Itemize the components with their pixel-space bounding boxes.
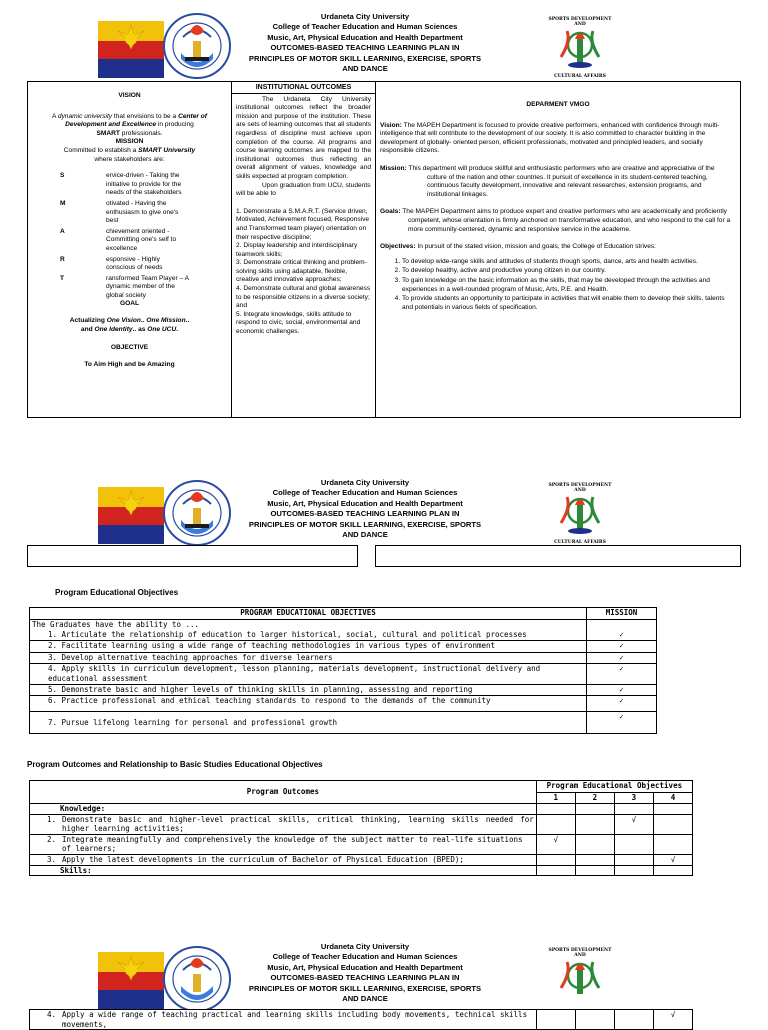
smart-item: T ransformed Team Player – A dynamic member of the global society: [60, 274, 189, 299]
mission-col-header: MISSION: [587, 608, 657, 620]
institutional-outcomes-box: [231, 81, 376, 418]
institutional-outcomes-heading: INSTITUTIONAL OUTCOMES: [232, 84, 375, 94]
sports-dev-logo: SPORTS DEVELOPMENT AND CULTURAL AFFAIRS: [548, 17, 612, 79]
document-header: Urdaneta City University College of Teacher Education and Human Sciences Music, Art, Physical Education and Health Department OUTCOMES-BASED TEACHING LEARNING PLAN IN PRINCIPLES OF MOTOR SKILL LEARNING, EXERCISE, SPORTS AND DANCE: [248, 478, 482, 540]
check-icon: √: [536, 834, 575, 854]
torch-emblem-icon: [557, 493, 603, 535]
table-row: [30, 663, 657, 684]
skills-label: Skills:: [30, 865, 537, 876]
vision-heading: VISION: [118, 92, 141, 99]
table-row: [30, 865, 693, 876]
goal-text: Actualizing One Vision.. One Mission.. and One Identity.. as One UCU.: [69, 317, 190, 333]
institutional-outcome: 3. Demonstrate critical thinking and problem-solving skills using adaptable, flexible, creative and innovative approaches;: [236, 259, 367, 284]
university-seal-logo: [163, 13, 231, 79]
flag-logo: [98, 952, 164, 1009]
vmgo-vision: Vision: The MAPEH Department is focused to provide creative performers, enhanced with confidence through multi-intelligence that will contribute to the development of our society. It is also committed to character building in the development of globally- oriented person, efficient professionals, motivated and principled leaders, and socially responsible citizens.: [380, 121, 720, 155]
header-course-title: PRINCIPLES OF MOTOR SKILL LEARNING, EXERCISE, SPORTS: [248, 53, 482, 63]
smart-item: A chievement oriented - Committing one's self to excellence: [60, 227, 177, 252]
vmgo-goals: Goals: The MAPEH Department aims to produce expert and creative performers who are academically and proficiently competent, whose orientation is firmly anchored on transformative education, and who respond to the call for a more community-centered, dynamic and responsive service in the academe.: [380, 208, 731, 233]
smart-list: [34, 172, 225, 300]
knowledge-label: Knowledge:: [30, 804, 537, 815]
header-course-title-cont: AND DANCE: [342, 64, 388, 74]
check-icon: ✓: [587, 685, 657, 696]
table-row: [30, 641, 657, 652]
university-seal-logo: [163, 480, 231, 546]
sports-dev-logo: SPORTS DEVELOPMENT AND CULTURAL AFFAIRS: [548, 483, 612, 545]
check-icon: ✓: [587, 712, 657, 734]
institutional-outcome: 4. Demonstrate cultural and global awareness to be responsible citizens in a diverse society; and: [236, 285, 371, 310]
program-outcome: Apply the latest developments in the curriculum of Bachelor of Physical Education (BPED);: [62, 854, 464, 864]
check-icon: √: [614, 814, 653, 834]
document-header: Urdaneta City University College of Teacher Education and Human Sciences Music, Art, Physical Education and Health Department OUTCOMES-BASED TEACHING LEARNING PLAN IN PRINCIPLES OF MOTOR SKILL LEARNING, EXERCISE, SPORTS AND DANCE: [248, 942, 482, 1004]
department-vmgo-box: [375, 81, 741, 418]
program-outcome: Demonstrate basic and higher-level practical skills, critical thinking, learning skills needed for higher learning activities;: [62, 814, 534, 834]
peo-intro: The Graduates have the ability to ...: [32, 620, 200, 629]
header-university: Urdaneta City University: [320, 12, 410, 21]
check-icon: ✓: [587, 652, 657, 663]
institutional-intro: The Urdaneta City University institutional outcomes reflect the broader mission and purpose of the institution. These are sets of learning outcomes that all students regardless of discipline must achieve upon completion of the course. All programs and course learning outcomes are mapped to the institutional outcomes thus reflecting an overall alignment of values, knowledge and skills expected at program completion.: [236, 95, 371, 180]
flag-logo: [98, 21, 164, 78]
objective-text: To Aim High and be Amazing: [84, 360, 175, 368]
peo-numbers-header: Program Educational Objectives: [536, 781, 692, 793]
smart-item: M otivated - Having the enthusiasm to give one's best: [60, 199, 179, 225]
vmgo-objective: 1. To develop wide-range skills and attitudes of students though sports, dance, arts and health activities.: [402, 258, 736, 267]
peo-item: 1. Articulate the relationship of education to larger historical, social, cultural and political processes: [48, 630, 527, 640]
po-table: [29, 780, 693, 876]
mission-text: Committed to establish a SMART University where stakeholders are:: [63, 146, 196, 163]
vmgo-heading: DEPARMENT VMGO: [526, 101, 590, 108]
vmgo-mission: Mission: This department will produce skillful and enthusiastic performers who are creative and appreciative of the culture of the nation and other countries. It pursuit of excellence in its student-centered teaching, continuous faculty development, innovative and relevant researches, extension programs, and institutional linkages.: [380, 164, 715, 198]
empty-box-left: [27, 545, 358, 567]
check-icon: √: [653, 854, 692, 865]
program-outcome: Apply a wide range of teaching practical and learning skills including body movements, technical skills movements,: [62, 1010, 528, 1029]
goal-heading: GOAL: [119, 300, 140, 308]
check-icon: ✓: [587, 641, 657, 652]
table-header-row: [30, 608, 657, 620]
table-row: 4. Apply a wide range of teaching practical and learning skills including body movements, technical skills movements, √: [30, 1010, 693, 1030]
institutional-outcome: 1. Demonstrate a S.M.A.R.T. (Service driven, Motivated, Achievement focused, Responsive and Transformed team player) orientation on their respective discipline;: [236, 207, 370, 241]
table-row: 3. Apply the latest developments in the curriculum of Bachelor of Physical Education (BPED); √: [30, 854, 693, 865]
table-header-row: 1 2 3 4: [30, 792, 693, 804]
table-row: 2. Integrate meaningfully and comprehensively the knowledge of the subject matter to real-life situations of learners; √: [30, 834, 693, 854]
mission-heading: MISSION: [115, 138, 144, 146]
peo-table: [29, 607, 657, 734]
header-plan-title: OUTCOMES-BASED TEACHING LEARNING PLAN IN: [270, 43, 460, 53]
empty-box-right: [375, 545, 741, 567]
program-outcomes-col-header: Program Outcomes: [30, 781, 537, 804]
check-icon: ✓: [587, 663, 657, 684]
table-row: [30, 804, 693, 815]
sports-dev-logo: SPORTS DEVELOPMENT AND: [540, 948, 620, 1010]
header-college: College of Teacher Education and Human Sciences: [272, 22, 458, 32]
torch-emblem-icon: [557, 27, 603, 69]
institutional-upon: Upon graduation from UCU, students will be able to: [236, 181, 371, 198]
peo-item: 4. Apply skills in curriculum development, lesson planning, materials development, instructional delivery and educational assessment: [30, 663, 587, 684]
table-row: [30, 696, 657, 712]
check-icon: ✓: [619, 630, 624, 639]
smart-item: R esponsive - Highly conscious of needs: [60, 255, 163, 272]
peo-item: 2. Facilitate learning using a wide range of teaching methodologies in various types of environment: [30, 641, 587, 652]
institutional-outcome: 5. Integrate knowledge, skills attitude to respond to civic, social, environmental and economic challenges.: [236, 310, 361, 336]
vision-mission-box: [27, 81, 232, 418]
peo-section-title: Program Educational Objectives: [55, 588, 179, 597]
check-icon: ✓: [587, 696, 657, 712]
table-row: [30, 652, 657, 663]
po-section-title: Program Outcomes and Relationship to Basic Studies Educational Objectives: [27, 760, 323, 769]
document-header: [230, 12, 500, 74]
institutional-outcomes-list: [236, 208, 371, 337]
smart-item: S ervice-driven - Taking the initiative to provide for the needs of the stakeholders: [60, 172, 182, 197]
peo-item: 3. Develop alternative teaching approaches for diverse learners: [30, 652, 587, 663]
table-row: [30, 685, 657, 696]
institutional-outcome: 2. Display leadership and interdisciplinary teamwork skills;: [236, 242, 358, 258]
check-icon: √: [653, 1010, 692, 1030]
university-seal-logo: [163, 946, 231, 1012]
vmgo-objective: 3. To gain knowledge on the basic information as the skills, that may be developed through the activities and experiences in a well-rounded program of Music, Arts, P.E. and Health.: [402, 277, 736, 294]
peo-item: 6. Practice professional and ethical teaching standards to respond to the demands of the community: [30, 696, 587, 712]
header-department: Music, Art, Physical Education and Health Department: [267, 32, 463, 42]
table-row: [30, 620, 657, 641]
table-row: 1. Demonstrate basic and higher-level practical skills, critical thinking, learning skills needed for higher learning activities; √: [30, 814, 693, 834]
peo-item: 5. Demonstrate basic and higher levels of thinking skills in planning, assessing and reporting: [30, 685, 587, 696]
peo-item: 7. Pursue lifelong learning for personal and professional growth: [30, 712, 587, 734]
peo-col-header: PROGRAM EDUCATIONAL OBJECTIVES: [30, 608, 587, 620]
vmgo-objectives: Objectives: In pursuit of the stated vision, mission and goals, the College of Education strives:: [380, 243, 656, 251]
table-row: [30, 712, 657, 734]
torch-emblem-icon: [557, 958, 603, 1000]
program-outcome: Integrate meaningfully and comprehensively the knowledge of the subject matter to real-life situations of learners;: [62, 834, 523, 854]
flag-logo: [98, 487, 164, 544]
vmgo-objective: 2. To develop healthy, active and productive young citizen in our country.: [402, 267, 736, 276]
vmgo-objectives-list: [380, 258, 736, 313]
table-header-row: [30, 781, 693, 793]
vmgo-objective: 4. To provide students an opportunity to participate in activities that will enable them to develop their skills, talents and potentials in various fields of specification.: [402, 295, 736, 312]
po-table-continued: [29, 1009, 693, 1030]
objective-heading: OBJECTIVE: [110, 344, 149, 352]
vision-text: A dynamic university that envisions to be a Center of Development and Excellence in producing SMART professionals.: [51, 112, 208, 137]
